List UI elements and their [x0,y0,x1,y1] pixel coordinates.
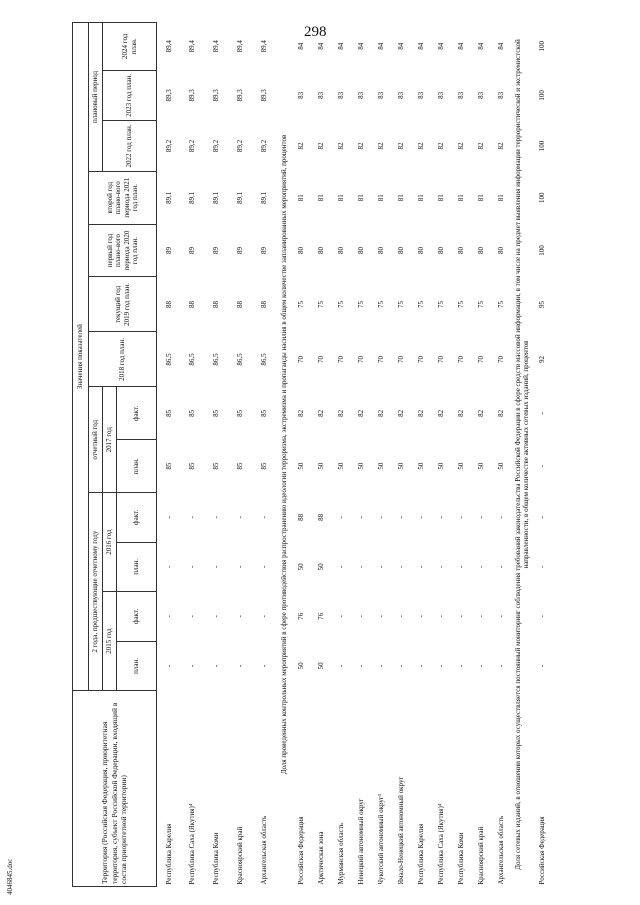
table-row [351,23,371,887]
table-cell: 50 [376,462,385,470]
table-cell: 70 [356,355,365,363]
table-row [371,23,391,887]
table-cell: 82 [316,142,325,150]
first-year-header: первый год плано-вого периода 2020 год план. [89,224,157,277]
table-cell: 50 [436,462,445,470]
year-2017-header: 2017 год [103,387,117,493]
table-row [229,23,253,887]
table-row [205,23,229,887]
table-cell: 83 [296,91,305,99]
table-cell: 89 [236,247,245,255]
table-cell: 82 [456,142,465,150]
table-cell: 89,1 [260,191,269,204]
table-cell: 80 [436,247,445,255]
table-cell: 89,2 [212,139,221,153]
table-cell: 83 [436,91,445,99]
table-cell: 89,2 [188,139,197,153]
table-cell: - [416,565,425,569]
table-row [451,23,471,887]
table-cell: - [496,664,505,668]
table-cell: 50 [296,462,305,470]
table-cell: 86,5 [212,353,221,366]
table-cell: 85 [164,462,173,470]
table-cell: 89,1 [164,191,173,204]
table-cell: 82 [336,409,345,417]
table-cell: 85 [212,462,221,470]
table-body [157,23,551,887]
section-title-row [277,23,291,887]
table-cell: 80 [376,247,385,255]
table-cell: 75 [456,300,465,308]
table-cell: 82 [316,409,325,417]
table-cell: 75 [336,300,345,308]
territory-name: Мурманская область [336,822,345,885]
table-cell: 83 [376,91,385,99]
table-cell: 85 [260,462,269,470]
table-cell: 88 [316,513,325,521]
table-cell: - [537,664,546,668]
table-row [311,23,331,887]
table-cell: 50 [356,462,365,470]
year-2023-header: 2023 год план. [103,70,157,121]
table-cell: 50 [476,462,485,470]
table-cell: 100 [537,140,546,152]
table-cell: - [188,516,197,519]
table-cell: - [188,664,197,668]
territory-name: Республика Коми [212,832,221,885]
table-cell: - [416,516,425,519]
table-cell: 81 [496,194,505,202]
table-cell: 82 [476,142,485,150]
table-row [157,23,181,887]
table-cell: 86,5 [188,353,197,366]
current-year-header: текущий год 2019 год план. [89,277,157,332]
table-cell: 82 [296,142,305,150]
section-title: Доля сетевых изданий, в отношении которых осуществляется постоянный мониторинг соблюдения требований законодательства Российской Федерации в сфере средств массовой информации, в том числе на предмет выявления информации террористической и экстремистской направленности, в общем количестве активных сетевых изданий, процентов [513,39,530,870]
territory-name: Арктическая зона [316,831,325,885]
table-cell: 88 [164,300,173,308]
table-cell: 50 [456,462,465,470]
table-cell: - [236,664,245,668]
table-cell: 82 [336,142,345,150]
table-cell: 89,1 [212,191,221,204]
table-cell: - [260,615,269,618]
table-cell: 76 [316,612,325,620]
table-row [391,23,411,887]
file-name: 4046845.doc [6,858,14,895]
table-cell: - [496,615,505,618]
table-cell: 70 [376,355,385,363]
table-cell: 81 [416,194,425,202]
table-cell: 82 [396,142,405,150]
table-cell: - [476,516,485,519]
table-cell: 70 [316,355,325,363]
table-row [331,23,351,887]
table-cell: - [476,664,485,668]
fact-header: факт. [117,387,157,440]
territory-name: Красноярский край [236,826,245,885]
table-cell: 76 [296,612,305,620]
table-cell: - [336,615,345,618]
table-cell: 82 [496,409,505,417]
table-cell: 82 [456,409,465,417]
table-cell: 83 [456,91,465,99]
table-cell: 89,1 [188,191,197,204]
page-number: 298 [304,24,327,40]
table-cell: 89,3 [260,89,269,102]
table-cell: 83 [316,91,325,99]
table-cell: - [537,412,546,415]
table-cell: - [436,516,445,519]
table-cell: - [336,664,345,668]
reporting-year-header: отчетный год [89,387,103,493]
table-cell: - [164,664,173,668]
table-cell: 70 [476,355,485,363]
table-cell: - [436,664,445,668]
table-cell: - [188,615,197,618]
territory-name: Республика Карелия [164,823,173,885]
table-cell: 82 [476,409,485,417]
table-cell: 89,4 [236,40,245,53]
table-cell: 81 [316,194,325,202]
territory-name: Архангельская область [260,815,269,885]
table-cell: - [356,615,365,618]
table-cell: 75 [496,300,505,308]
table-cell: 86,5 [236,353,245,366]
table-cell: 80 [296,247,305,255]
table-cell: 100 [537,90,546,101]
table-cell: 81 [396,194,405,202]
table-cell: 84 [376,42,385,50]
table-cell: 50 [316,563,325,571]
table-cell: 50 [316,462,325,470]
year-2022-header: 2022 год план. [103,121,157,172]
table-cell: 80 [336,247,345,255]
table-cell: - [236,615,245,618]
table-cell: - [164,615,173,618]
table-cell: 80 [476,247,485,255]
two-years-before-header: 2 года, предшествующие отчетному году [89,493,103,691]
territory-name: Республика Саха (Якутия)⁴ [436,803,445,885]
section-title: Доля проведенных контрольных мероприятий в сфере противодействия распространению идеологии терроризма, экстремизма и пропаганды насилия в общем количестве запланированных мероприятий, процентов [279,134,288,775]
table-cell: 89,3 [236,89,245,102]
table-cell: 50 [296,662,305,670]
table-cell: 75 [416,300,425,308]
table-cell: - [376,516,385,519]
territory-name: Красноярский край [476,826,485,885]
table-cell: 95 [537,300,546,308]
table-cell: 100 [537,41,546,52]
table-cell: 75 [396,300,405,308]
table-cell: 75 [356,300,365,308]
table-cell: 88 [212,300,221,308]
table-cell: - [212,516,221,519]
table-cell: 84 [496,42,505,50]
territory-name: Ненецкий автономный округ [356,798,365,885]
table-cell: 70 [496,355,505,363]
table-cell: 81 [336,194,345,202]
table-cell: 75 [296,300,305,308]
table-cell: 89 [260,247,269,255]
table-cell: 85 [236,409,245,417]
table-cell: - [164,516,173,519]
table-cell: - [496,516,505,519]
table-cell: 82 [376,409,385,417]
table-cell: 89 [212,247,221,255]
table-cell: 84 [296,42,305,50]
table-cell: 82 [436,142,445,150]
table-cell: 92 [537,355,546,363]
table-cell: 84 [396,42,405,50]
table-cell: - [212,615,221,618]
table-cell: - [537,465,546,468]
territory-name: Российская Федерация [296,816,305,885]
table-cell: - [376,664,385,668]
table-cell: 89,2 [164,139,173,153]
table-cell: - [456,664,465,668]
table-row [411,23,431,887]
fact-header: факт. [117,493,157,543]
table-row [253,23,277,887]
table-cell: 82 [376,142,385,150]
table-cell: - [396,516,405,519]
table-cell: 50 [296,563,305,571]
table-cell: - [260,516,269,519]
table-row [431,23,451,887]
table-cell: 89,4 [188,40,197,53]
table-cell: 80 [356,247,365,255]
table-cell: 89,3 [188,89,197,102]
table-cell: - [396,664,405,668]
table-cell: 83 [396,91,405,99]
table-cell: 70 [456,355,465,363]
table-cell: - [537,516,546,519]
table-cell: - [260,664,269,668]
table-cell: 81 [476,194,485,202]
table-cell: 84 [416,42,425,50]
table-cell: 84 [456,42,465,50]
table-cell: 82 [436,409,445,417]
fact-header: факт. [117,592,157,642]
table-cell: 82 [496,142,505,150]
table-cell: - [476,615,485,618]
table-row [181,23,205,887]
table-cell: 81 [456,194,465,202]
table-cell: 80 [316,247,325,255]
territory-header: Территория (Российская Федерация, приоритетная территория, субъект Российской Федерации, входящий в состав приоритетной территории) [73,691,157,887]
territory-name: Ямало-Ненецкий автономный округ [396,776,405,885]
table-cell: 89,2 [260,139,269,153]
table-cell: 88 [260,300,269,308]
table-cell: - [376,565,385,569]
table-cell: 83 [356,91,365,99]
planned-period-header: плановый период [89,23,103,172]
table-cell: - [436,565,445,569]
table-cell: 89,4 [212,40,221,53]
table-cell: - [260,565,269,569]
table-row [471,23,491,887]
rotated-table-container [72,22,575,887]
table-cell: 80 [496,247,505,255]
table-cell: 89 [164,247,173,255]
territory-name: Чукотский автономный округ³ [376,794,385,885]
table-row [491,23,511,887]
table-cell: 75 [476,300,485,308]
second-year-header: второй год плано-вого периода 2021 год план. [89,171,157,224]
table-cell: 85 [260,409,269,417]
table-cell: - [236,565,245,569]
table-cell: 83 [476,91,485,99]
table-header [73,23,157,887]
territory-name: Республика Карелия [416,823,425,885]
table-cell: - [356,664,365,668]
territory-name: Республика Коми [456,832,465,885]
table-cell: 80 [396,247,405,255]
table-cell: 85 [212,409,221,417]
table-cell: - [476,565,485,569]
territory-name: Архангельская область [496,815,505,885]
table-cell: - [212,565,221,569]
table-cell: 80 [456,247,465,255]
table-cell: 84 [356,42,365,50]
table-cell: 50 [336,462,345,470]
year-2016-header: 2016 год [103,493,117,592]
table-cell: - [436,615,445,618]
table-cell: 81 [436,194,445,202]
table-cell: - [537,565,546,569]
table-cell: 85 [236,462,245,470]
table-cell: - [456,615,465,618]
table-cell: - [396,615,405,618]
table-cell: 84 [316,42,325,50]
table-cell: 70 [296,355,305,363]
table-cell: 81 [376,194,385,202]
table-cell: - [336,565,345,569]
table-cell: - [164,565,173,569]
table-cell: 88 [296,513,305,521]
table-cell: - [496,565,505,569]
table-cell: - [416,664,425,668]
table-cell: 89,4 [164,40,173,53]
table-cell: - [356,565,365,569]
table-cell: - [356,516,365,519]
table-cell: - [188,565,197,569]
table-cell: 89,3 [212,89,221,102]
table-cell: 89,1 [236,191,245,204]
table-cell: 88 [236,300,245,308]
table-cell: - [236,516,245,519]
table-row [533,23,551,887]
table-row [291,23,311,887]
table-cell: 84 [476,42,485,50]
territory-name: Республика Саха (Якутия)⁴ [188,803,197,885]
table-cell: 82 [416,142,425,150]
table-cell: 89,3 [164,89,173,102]
table-cell: 84 [436,42,445,50]
table-cell: 89,2 [236,139,245,153]
table-cell: 83 [416,91,425,99]
table-cell: - [336,516,345,519]
table-cell: - [376,615,385,618]
table-cell: 88 [188,300,197,308]
plan-header: план. [117,440,157,493]
table-cell: 82 [416,409,425,417]
table-cell: 75 [376,300,385,308]
table-cell: 89 [188,247,197,255]
table-cell: 70 [436,355,445,363]
table-cell: - [456,516,465,519]
table-cell: 85 [188,409,197,417]
table-cell: - [456,565,465,569]
table-cell: - [537,615,546,618]
table-cell: 80 [416,247,425,255]
year-2015-header: 2015 год [103,592,117,691]
table-cell: 82 [356,142,365,150]
table-cell: 50 [316,662,325,670]
table-cell: 70 [336,355,345,363]
indicator-table [72,22,551,887]
plan-header: план. [117,641,157,691]
table-cell: 70 [416,355,425,363]
table-cell: 84 [336,42,345,50]
table-cell: 75 [436,300,445,308]
table-cell: 82 [356,409,365,417]
table-cell: 100 [537,245,546,256]
table-cell: 81 [356,194,365,202]
table-cell: 82 [396,409,405,417]
section-title-row [511,23,533,887]
table-cell: 85 [164,409,173,417]
table-cell: - [396,565,405,569]
table-cell: 70 [396,355,405,363]
table-cell: - [416,615,425,618]
table-cell: 50 [416,462,425,470]
table-cell: 86,5 [260,353,269,366]
table-cell: 100 [537,192,546,203]
table-cell: 86,5 [164,353,173,366]
table-cell: 85 [188,462,197,470]
table-cell: 89,4 [260,40,269,53]
table-cell: - [212,664,221,668]
year-2024-header: 2024 год план. [103,23,157,71]
table-cell: 83 [496,91,505,99]
table-cell: 83 [336,91,345,99]
table-cell: 75 [316,300,325,308]
year-2018-header: 2018 год план. [89,332,157,387]
indicator-values-header: Значения показателей [73,23,89,691]
table-cell: 81 [296,194,305,202]
table-cell: 50 [496,462,505,470]
table-cell: 82 [296,409,305,417]
plan-header: план. [117,542,157,592]
table-cell: 50 [396,462,405,470]
territory-name: Российская Федерация [537,816,546,885]
